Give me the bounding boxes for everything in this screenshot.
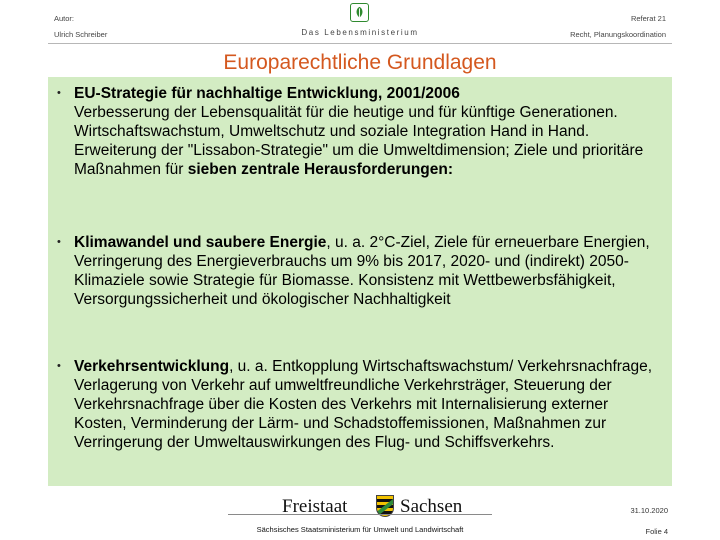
logo-text: Das Lebensministerium	[301, 28, 419, 37]
sachsen-word: Sachsen	[400, 496, 463, 517]
slide-title: Europarechtliche Grundlagen	[223, 51, 497, 74]
bullet-item-text	[74, 357, 654, 452]
bullet-item-body: Verbesserung der Lebensqualität für die heutige und für künftige Generationen. Wirtschaftswachstum, Umweltschutz und soziale Integration Hand in Hand. Erweiterung der "Lissabon-Strategie" um die Umweltdimension; Ziele und prioritäre Maßnahmen für	[74, 104, 644, 178]
bullet-icon: •	[57, 360, 61, 372]
department-label: Referat 21	[630, 14, 666, 23]
slide-number: Folie 4	[645, 527, 668, 536]
ministry-name: Sächsisches Staatsministerium für Umwelt und Landwirtschaft	[256, 525, 464, 534]
bullet-item-body: , u. a. Entkopplung Wirtschaftswachstum/ Verkehrsnachfrage, Verlagerung von Verkehr auf umweltfreundliche Verkehrsträger, Steuerung der Verkehrsnachfrage über die Kosten des Verkehrs mit Internalisierung externer Kosten, Verminderung der Lärm- und Schadstoffemissionen, Maßnahmen zur Verringerung der Umweltauswirkungen des Flug- und Schiffsverkehrs.	[74, 358, 653, 451]
lebensministerium-leaf-icon	[350, 3, 369, 22]
content-box	[48, 77, 672, 486]
bullet-item-body: , u. a. 2°C-Ziel, Ziele für erneuerbare Energien, Verringerung des Energieverbrauchs um 9% bis 2017, 2020- und (indirekt) 2050-Klimaziele sowie Strategie für Biomasse. Konsistenz mit Wettbewerbsfähigkeit, Versorgungssicherheit und ökologischer Nachhaltigkeit	[74, 234, 650, 308]
author-label: Autor:	[54, 14, 75, 23]
bullet-item-heading: Klimawandel und saubere Energie	[74, 234, 327, 251]
header-divider	[48, 43, 672, 44]
bullet-item-text	[74, 233, 654, 309]
bullet-item-heading: EU-Strategie für nachhaltige Entwicklung, 2001/2006	[74, 85, 460, 102]
department-name: Recht, Planungskoordination	[570, 30, 666, 39]
freistaat-word: Freistaat	[282, 496, 348, 517]
author-name: Ulrich Schreiber	[54, 30, 108, 39]
slide-date: 31.10.2020	[630, 506, 668, 515]
bullet-item-heading: Verkehrsentwicklung	[74, 358, 230, 375]
bullet-icon: •	[57, 236, 61, 248]
bullet-item-text	[74, 84, 654, 179]
bullet-item-emphasis: sieben zentrale Herausforderungen:	[187, 161, 454, 178]
bullet-icon: •	[57, 87, 61, 99]
footer-divider	[228, 514, 492, 515]
